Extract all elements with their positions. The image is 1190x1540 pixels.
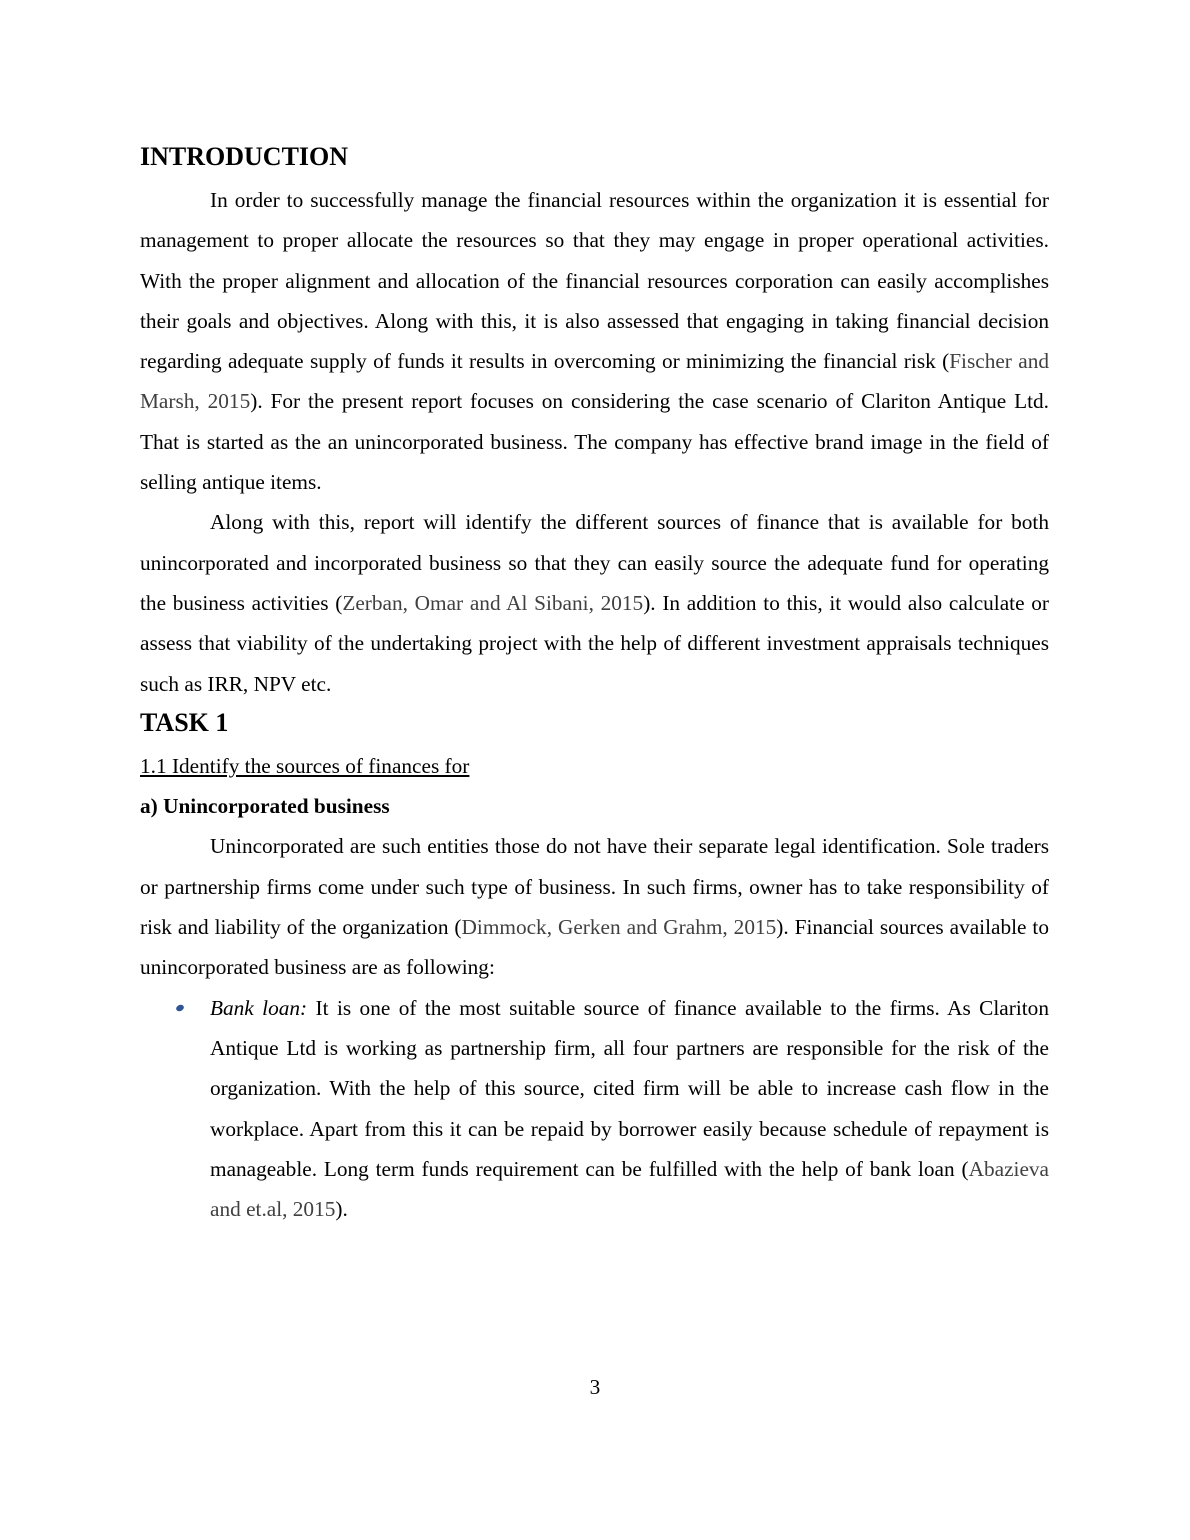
task1-heading: TASK 1 (140, 707, 229, 737)
intro-p1-text-a: In order to successfully manage the financial resources within the organization it is essential for management to proper allocate the resources so that they may engage in proper operational activities. With the proper alignment and allocation of the financial resources corporation can easily accomplishes their goals and objectives. Along with this, it is also assessed that engaging in taking financial decision regarding adequate supply of funds it results in overcoming or minimizing the financial risk ( (140, 188, 1049, 374)
task1-subheading: 1.1 Identify the sources of finances for (140, 753, 470, 778)
bullet-text-a: It is one of the most suitable source of finance available to the firms. As Clariton Antique Ltd is working as partnership firm, all four partners are responsible for the risk of the organization. With the help of this source, cited firm will be able to increase cash flow in the workplace. Apart from this it can be repaid by borrower easily because schedule of repayment is manageable. Long term funds requirement can be fulfilled with the help of bank loan ( (210, 995, 1049, 1181)
page-number: 3 (589, 1375, 601, 1399)
intro-paragraph-2 (140, 502, 1049, 703)
unincorporated-text-b: ). Financial sources available to unincorporated business are as following: (140, 915, 1049, 980)
document-page (140, 140, 1049, 1229)
intro-p2-text-b: ). In addition to this, it would also calculate or assess that viability of the undertaking project with the help of different investment appraisals techniques such as IRR, NPV etc. (140, 590, 1049, 696)
bullet-text-b: ). (335, 1197, 348, 1222)
bullet-dot-icon (175, 1003, 185, 1012)
citation-abazieva: Abazieva and et.al, 2015 (210, 1156, 1049, 1222)
citation-dimmock-gerken-grahm: Dimmock, Gerken and Grahm, 2015 (461, 915, 777, 940)
citation-fischer-marsh: Fischer and Marsh, 2015 (140, 349, 1049, 414)
intro-p1-text-b: ). For the present report focuses on considering the case scenario of Clariton Antique Ltd. That is started as the an unincorporated business. The company has effective brand image in the field of selling antique items. (140, 389, 1049, 495)
intro-paragraph-1 (140, 180, 1049, 502)
section-a-heading: a) Unincorporated business (140, 794, 390, 819)
unincorporated-text-a: Unincorporated are such entities those do not have their separate legal identification. Sole traders or partnership firms come under such type of business. In such firms, owner has to take responsibility of risk and liability of the organization ( (140, 834, 1049, 940)
bullet-label: Bank loan: (210, 995, 308, 1020)
unincorporated-paragraph (140, 826, 1049, 987)
citation-zerban-omar-sibani: Zerban, Omar and Al Sibani, 2015 (342, 590, 644, 615)
intro-p2-text-a: Along with this, report will identify the different sources of finance that is available for both unincorporated and incorporated business so that they can easily source the adequate fund for operating the business activities ( (140, 510, 1049, 615)
introduction-heading: INTRODUCTION (140, 142, 349, 171)
bullet-bank-loan (140, 988, 1049, 1230)
